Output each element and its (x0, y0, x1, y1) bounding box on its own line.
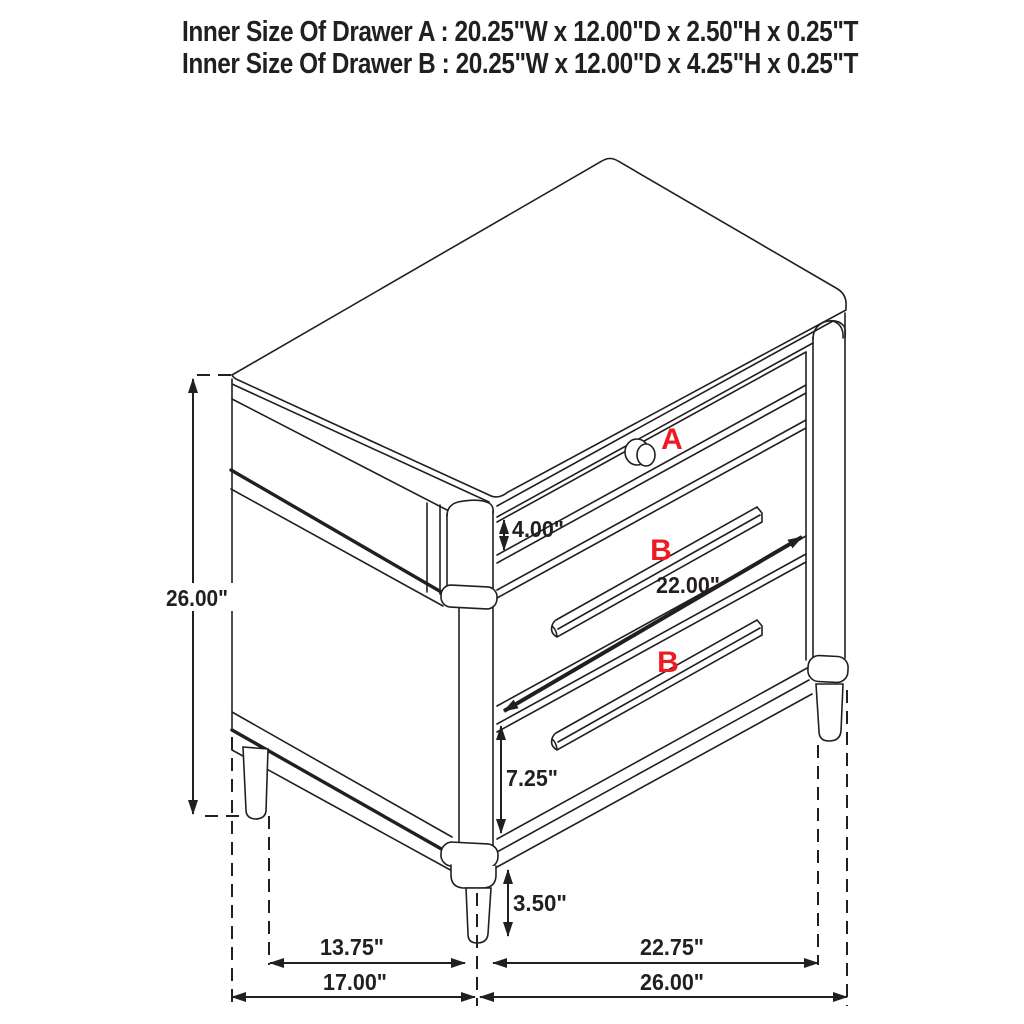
dim-overall-depth: 17.00" (323, 969, 387, 995)
dim-width-between-legs: 22.75" (640, 934, 704, 960)
dim-depth-between-legs: 13.75" (320, 934, 384, 960)
header-drawer-b-size: Inner Size Of Drawer B : 20.25"W x 12.00"D x 4.25"H x 0.25"T (182, 48, 859, 80)
cabinet-outline (231, 159, 849, 944)
back-left-leg (243, 747, 268, 819)
front-right-post (807, 313, 848, 741)
dim-leg-height: 3.50" (513, 890, 567, 916)
dim-drawer-a-front-height: 4.00" (512, 516, 564, 542)
label-drawer-a: A (661, 423, 683, 456)
dim-drawer-inner-width: 22.00" (656, 572, 720, 598)
label-drawer-b-middle: B (650, 534, 672, 567)
drawer-a-knob (625, 439, 655, 466)
header-drawer-a-size: Inner Size Of Drawer A : 20.25"W x 12.00"D x 2.50"H x 0.25"T (182, 16, 859, 48)
front-leg (466, 888, 491, 943)
dim-drawer-b-front-height: 7.25" (506, 765, 558, 791)
front-left-post (440, 500, 498, 943)
dim-overall-width: 26.00" (640, 969, 704, 995)
label-drawer-b-bottom: B (657, 646, 679, 679)
right-leg (816, 684, 843, 741)
dim-overall-height: 26.00" (166, 585, 228, 611)
